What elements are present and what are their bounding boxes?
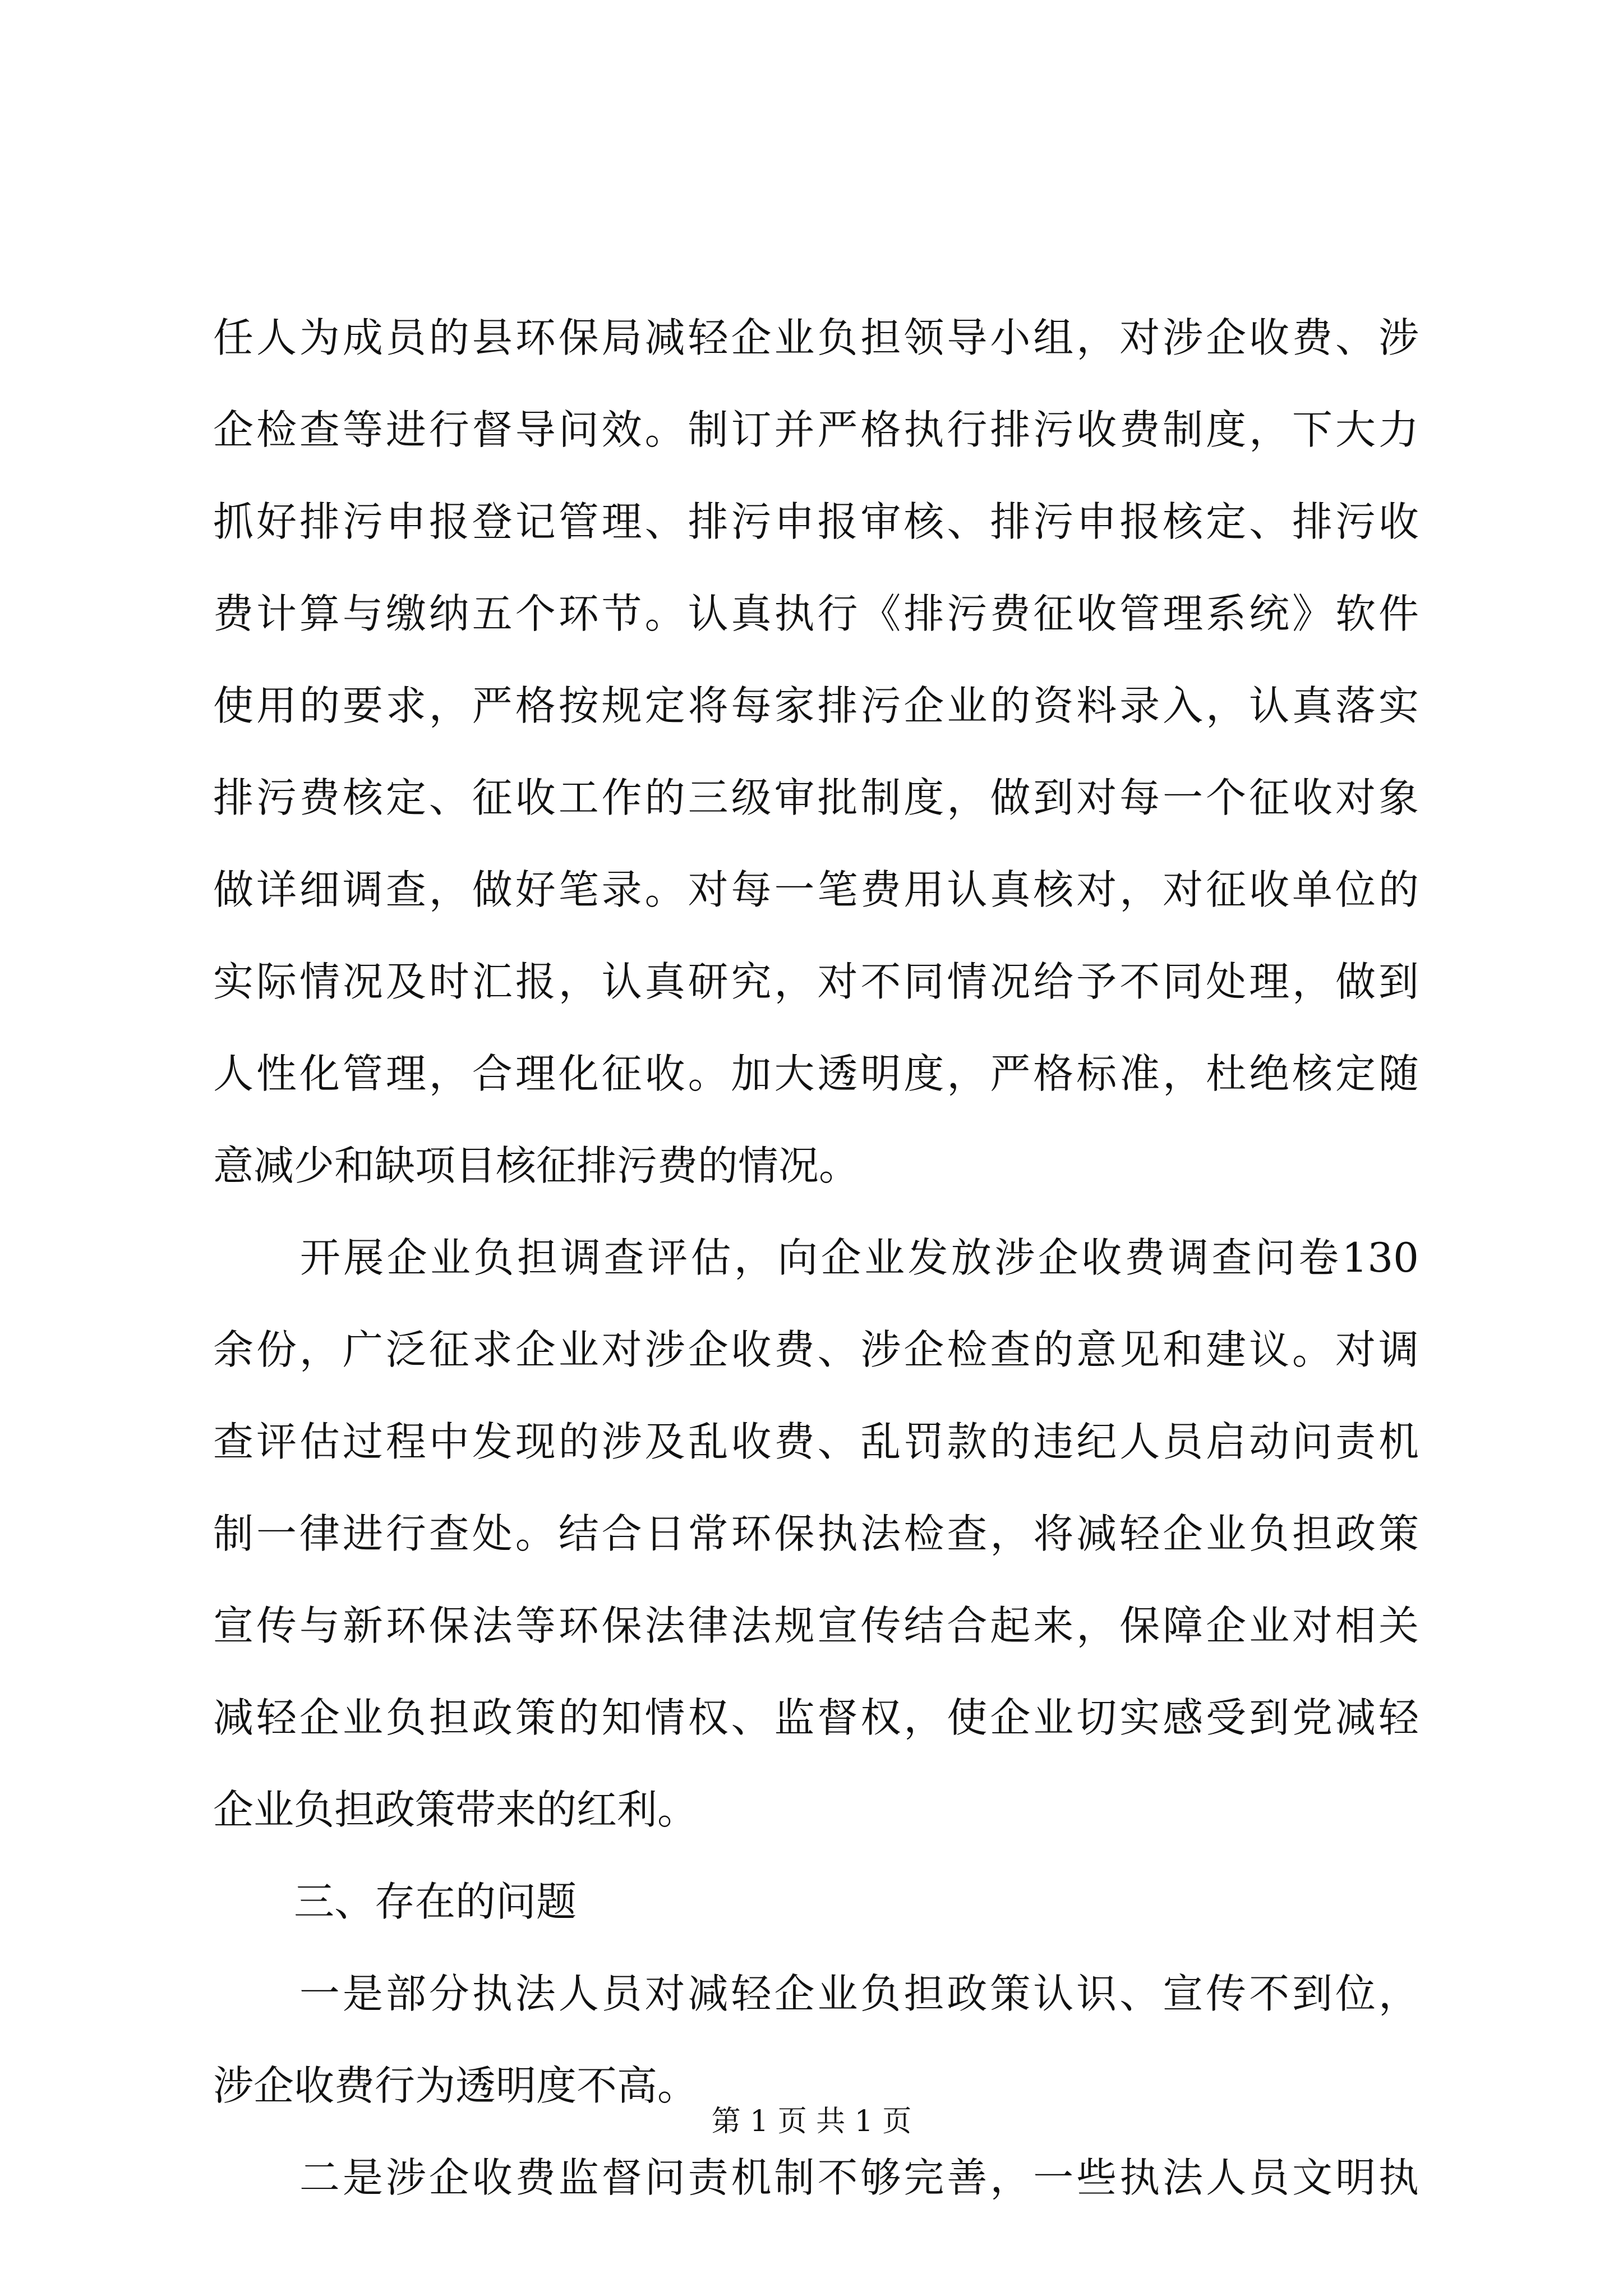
text-line: 宣传与新环保法等环保法律法规宣传结合起来，保障企业对相关 xyxy=(213,1602,1419,1649)
text-line: 使用的要求，严格按规定将每家排污企业的资料录入，认真落实 xyxy=(213,682,1419,729)
text-line: 涉企收费行为透明度不高。 xyxy=(213,2062,698,2109)
text-line: 减轻企业负担政策的知情权、监督权，使企业切实感受到党减轻 xyxy=(213,1694,1419,1741)
text-line: 企业负担政策带来的红利。 xyxy=(213,1786,698,1833)
text-line: 费计算与缴纳五个环节。认真执行《排污费征收管理系统》软件 xyxy=(213,590,1419,637)
text-line: 排污费核定、征收工作的三级审批制度，做到对每一个征收对象 xyxy=(213,774,1419,821)
document-body xyxy=(213,292,1419,2224)
text-line: 企检查等进行督导问效。制订并严格执行排污收费制度，下大力 xyxy=(213,406,1419,453)
text-line: 查评估过程中发现的涉及乱收费、乱罚款的违纪人员启动问责机 xyxy=(213,1418,1419,1465)
text-line: 抓好排污申报登记管理、排污申报审核、排污申报核定、排污收 xyxy=(213,498,1419,545)
text-line: 任人为成员的县环保局减轻企业负担领导小组，对涉企收费、涉 xyxy=(213,314,1419,361)
page-number-footer: 第 1 页 共 1 页 xyxy=(711,2105,912,2138)
text-line: 人性化管理，合理化征收。加大透明度，严格标准，杜绝核定随 xyxy=(213,1050,1419,1097)
text-line: 余份，广泛征求企业对涉企收费、涉企检查的意见和建议。对调 xyxy=(213,1326,1419,1373)
text-line: 意减少和缺项目核征排污费的情况。 xyxy=(213,1142,860,1189)
text-line: 二是涉企收费监督问责机制不够完善，一些执法人员文明执 xyxy=(213,2154,1419,2201)
section-heading: 三、存在的问题 xyxy=(213,1878,577,1925)
text-line: 制一律进行查处。结合日常环保执法检查，将减轻企业负担政策 xyxy=(213,1510,1419,1557)
text-line: 一是部分执法人员对减轻企业负担政策认识、宣传不到位， xyxy=(213,1970,1419,2017)
text-line: 实际情况及时汇报，认真研究，对不同情况给予不同处理，做到 xyxy=(213,958,1419,1005)
text-line: 做详细调查，做好笔录。对每一笔费用认真核对，对征收单位的 xyxy=(213,866,1419,913)
text-line: 开展企业负担调查评估，向企业发放涉企收费调查问卷130 xyxy=(213,1234,1419,1281)
